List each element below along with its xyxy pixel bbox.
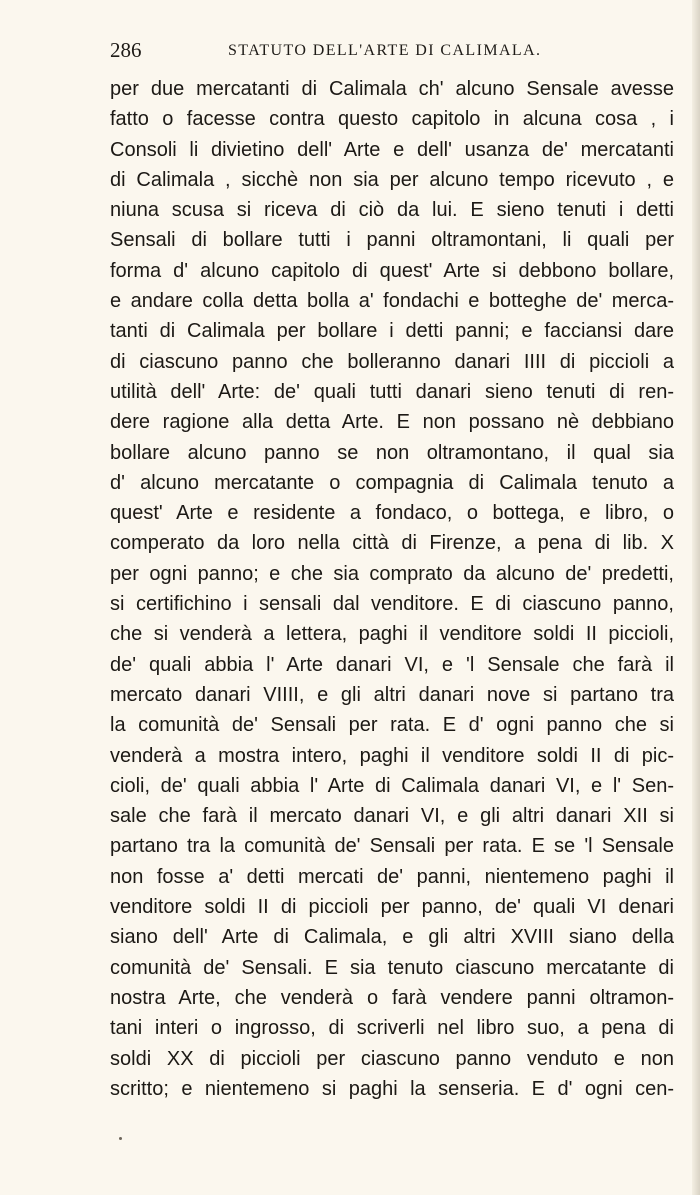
text-line: la comunità de' Sensali per rata. E d' ogni panno che si bbox=[110, 714, 674, 737]
text-line: bollare alcuno panno se non oltramontano, il qual sia bbox=[110, 441, 674, 464]
text-line: partano tra la comunità de' Sensali per rata. E se 'l Sensale bbox=[110, 835, 674, 858]
text-line: per due mercatanti di Calimala ch' alcuno Sensale avesse bbox=[110, 78, 674, 100]
text-line: dere ragione alla detta Arte. E non possano nè debbiano bbox=[110, 411, 674, 434]
ink-spot bbox=[119, 1137, 122, 1140]
text-line: tani interi o ingrosso, di scriverli nel libro suo, a pena di bbox=[110, 1017, 674, 1040]
text-line: e andare colla detta bolla a' fondachi e botteghe de' merca- bbox=[110, 290, 674, 313]
text-line: di ciascuno panno che bolleranno danari IIII di piccioli a bbox=[110, 350, 674, 373]
text-line: Sensali di bollare tutti i panni oltramontani, li quali per bbox=[110, 229, 674, 252]
body-text bbox=[110, 74, 674, 1104]
text-line: venderà a mostra intero, paghi il venditore soldi II di pic- bbox=[110, 744, 674, 767]
text-line: soldi XX di piccioli per ciascuno panno venduto e non bbox=[110, 1047, 674, 1070]
text-line: siano dell' Arte di Calimala, e gli altri XVIII siano della bbox=[110, 926, 674, 949]
text-line: che si venderà a lettera, paghi il venditore soldi II piccioli, bbox=[110, 623, 674, 646]
text-line: fatto o facesse contra questo capitolo in alcuna cosa , i bbox=[110, 108, 674, 131]
page-header bbox=[110, 36, 680, 66]
text-line: scritto; e nientemeno si paghi la senseria. E d' ogni cen- bbox=[110, 1077, 674, 1100]
text-line: venditore soldi II di piccioli per panno, de' quali VI denari bbox=[110, 896, 674, 919]
text-line: tanti di Calimala per bollare i detti panni; e facciansi dare bbox=[110, 320, 674, 343]
text-line: comunità de' Sensali. E sia tenuto ciascuno mercatante di bbox=[110, 956, 674, 979]
text-line: comperato da loro nella città di Firenze, a pena di lib. X bbox=[110, 532, 674, 555]
text-line: non fosse a' detti mercati de' panni, nientemeno paghi il bbox=[110, 865, 674, 888]
text-line: di Calimala , sicchè non sia per alcuno tempo ricevuto , e bbox=[110, 168, 674, 191]
text-line: mercato danari VIIII, e gli altri danari nove si partano tra bbox=[110, 683, 674, 706]
page-edge-shadow bbox=[692, 0, 700, 1195]
text-line: niuna scusa si riceva di ciò da lui. E sieno tenuti i detti bbox=[110, 199, 674, 222]
text-line: per ogni panno; e che sia comprato da alcuno de' predetti, bbox=[110, 562, 674, 585]
text-line: nostra Arte, che venderà o farà vendere panni oltramon- bbox=[110, 986, 674, 1009]
text-line: forma d' alcuno capitolo di quest' Arte si debbono bollare, bbox=[110, 259, 674, 282]
running-title: STATUTO DELL'ARTE DI CALIMALA. bbox=[228, 42, 542, 59]
text-line: d' alcuno mercatante o compagnia di Calimala tenuto a bbox=[110, 471, 674, 494]
text-line: quest' Arte e residente a fondaco, o bottega, e libro, o bbox=[110, 502, 674, 525]
text-line: de' quali abbia l' Arte danari VI, e 'l Sensale che farà il bbox=[110, 653, 674, 676]
page-number: 286 bbox=[110, 38, 142, 62]
text-line: Consoli li divietino dell' Arte e dell' usanza de' mercatanti bbox=[110, 138, 674, 161]
text-line: sale che farà il mercato danari VI, e gli altri danari XII si bbox=[110, 805, 674, 828]
text-line: cioli, de' quali abbia l' Arte di Calimala danari VI, e l' Sen- bbox=[110, 774, 674, 797]
text-line: utilità dell' Arte: de' quali tutti danari sieno tenuti di ren- bbox=[110, 380, 674, 403]
text-line: si certifichino i sensali dal venditore. E di ciascuno panno, bbox=[110, 593, 674, 616]
